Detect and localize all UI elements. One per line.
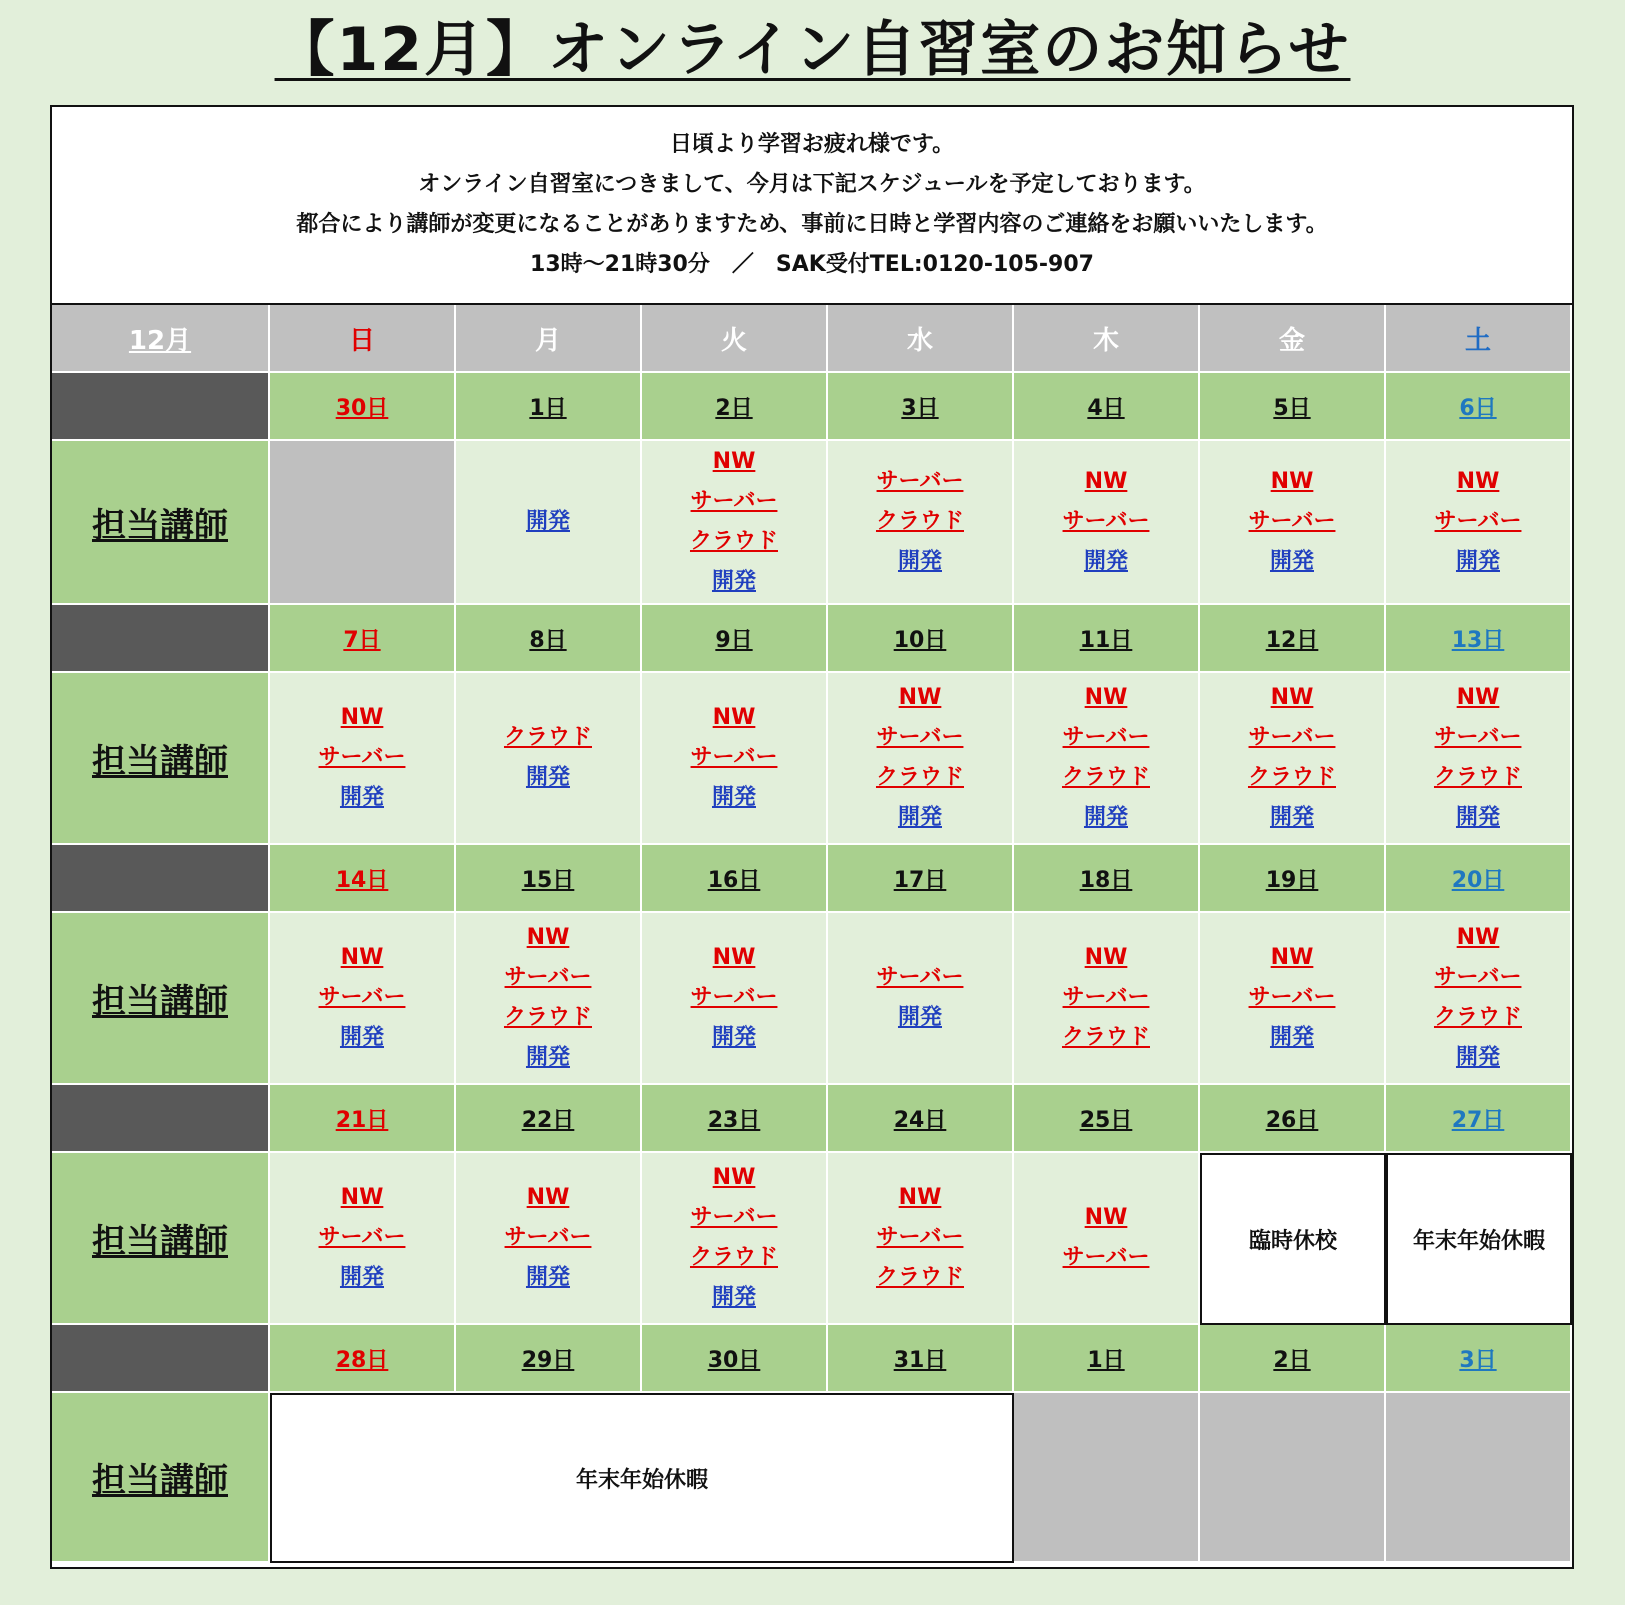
subject-tag: サーバー	[318, 1225, 406, 1250]
empty-cell	[270, 441, 456, 605]
instructor-cell	[270, 673, 456, 845]
subject-tag: NW	[712, 945, 756, 970]
empty-cell	[1200, 1393, 1386, 1563]
closure-note-cell: 年末年始休暇	[1386, 1153, 1572, 1325]
subject-tag: クラウド	[1433, 1005, 1522, 1030]
subject-tag: 開発	[1269, 805, 1314, 830]
subject-tag: クラウド	[875, 1265, 964, 1290]
subject-tag: サーバー	[1434, 965, 1522, 990]
holiday-span-cell: 年末年始休暇	[270, 1393, 1014, 1563]
subject-tag: 開発	[897, 1005, 942, 1030]
date-cell: 28日	[270, 1325, 456, 1393]
subject-tag: サーバー	[690, 489, 778, 514]
instructor-cell	[456, 441, 642, 605]
instructor-cell	[1386, 441, 1572, 605]
date-cell: 30日	[642, 1325, 828, 1393]
subject-tag: 開発	[339, 785, 384, 810]
subject-tag: 開発	[711, 1285, 756, 1310]
date-cell: 26日	[1200, 1085, 1386, 1153]
subject-tag: サーバー	[1434, 725, 1522, 750]
subject-tag: サーバー	[876, 469, 964, 494]
header-day-tue: 火	[642, 305, 828, 373]
subject-tag: NW	[526, 925, 570, 950]
subject-tag: 開発	[525, 1045, 570, 1070]
date-cell: 18日	[1014, 845, 1200, 913]
subject-tag: NW	[1456, 685, 1500, 710]
subject-tag: 開発	[897, 805, 942, 830]
notice-line-contact-request: 都合により講師が変更になることがありますため、事前に日時と学習内容のご連絡をお願いいたします。	[296, 212, 1328, 237]
date-cell: 14日	[270, 845, 456, 913]
date-cell: 3日	[828, 373, 1014, 441]
subject-tag: NW	[1456, 925, 1500, 950]
date-cell: 25日	[1014, 1085, 1200, 1153]
instructor-cell	[1014, 673, 1200, 845]
date-cell: 13日	[1386, 605, 1572, 673]
subject-tag: 開発	[1083, 549, 1128, 574]
subject-tag: クラウド	[875, 509, 964, 534]
instructor-cell	[270, 1153, 456, 1325]
subject-tag: サーバー	[1062, 985, 1150, 1010]
row-label-instructor: 担当講師	[52, 1393, 270, 1563]
header-month: 12月	[52, 305, 270, 373]
date-cell: 21日	[270, 1085, 456, 1153]
subject-tag: NW	[898, 685, 942, 710]
subject-tag: 開発	[525, 1265, 570, 1290]
date-cell: 19日	[1200, 845, 1386, 913]
subject-tag: NW	[340, 945, 384, 970]
date-cell: 9日	[642, 605, 828, 673]
subject-tag: 開発	[1269, 549, 1314, 574]
date-cell: 17日	[828, 845, 1014, 913]
instructor-cell	[642, 913, 828, 1085]
instructor-cell	[828, 441, 1014, 605]
row-label-instructor: 担当講師	[52, 913, 270, 1085]
instructor-cell	[456, 673, 642, 845]
date-cell: 22日	[456, 1085, 642, 1153]
notice-line-hours-tel: 13時～21時30分 ／ SAK受付TEL:0120-105-907	[530, 252, 1094, 277]
instructor-cell	[1200, 913, 1386, 1085]
subject-tag: サーバー	[876, 965, 964, 990]
header-day-sun: 日	[270, 305, 456, 373]
date-cell: 29日	[456, 1325, 642, 1393]
date-cell: 7日	[270, 605, 456, 673]
header-day-sat: 土	[1386, 305, 1572, 373]
date-cell: 31日	[828, 1325, 1014, 1393]
subject-tag: サーバー	[876, 1225, 964, 1250]
subject-tag: クラウド	[689, 529, 778, 554]
instructor-cell	[1014, 913, 1200, 1085]
subject-tag: 開発	[525, 765, 570, 790]
date-cell: 20日	[1386, 845, 1572, 913]
instructor-cell	[642, 441, 828, 605]
subject-tag: NW	[1084, 1205, 1128, 1230]
instructor-cell	[828, 673, 1014, 845]
subject-tag: サーバー	[318, 985, 406, 1010]
subject-tag: 開発	[1083, 805, 1128, 830]
subject-tag: サーバー	[1434, 509, 1522, 534]
instructor-cell	[642, 1153, 828, 1325]
instructor-cell	[270, 913, 456, 1085]
subject-tag: NW	[1084, 685, 1128, 710]
subject-tag: サーバー	[1248, 725, 1336, 750]
instructor-cell	[1386, 673, 1572, 845]
subject-tag: サーバー	[1248, 509, 1336, 534]
week-spacer	[52, 373, 270, 441]
schedule-frame	[50, 105, 1574, 1569]
subject-tag: クラウド	[503, 725, 592, 750]
subject-tag: NW	[1270, 945, 1314, 970]
subject-tag: 開発	[1455, 549, 1500, 574]
subject-tag: 開発	[711, 785, 756, 810]
subject-tag: サーバー	[690, 1205, 778, 1230]
subject-tag: 開発	[525, 509, 570, 534]
subject-tag: クラウド	[1247, 765, 1336, 790]
week-spacer	[52, 1085, 270, 1153]
week-spacer	[52, 1325, 270, 1393]
header-day-wed: 水	[828, 305, 1014, 373]
subject-tag: NW	[1084, 945, 1128, 970]
instructor-cell	[1200, 441, 1386, 605]
instructor-cell	[642, 673, 828, 845]
subject-tag: サーバー	[1062, 1245, 1150, 1270]
notice-box	[52, 107, 1572, 305]
subject-tag: クラウド	[1061, 1025, 1150, 1050]
subject-tag: 開発	[339, 1025, 384, 1050]
subject-tag: NW	[1456, 469, 1500, 494]
page-title-text: 【12月】オンライン自習室のお知らせ	[274, 15, 1351, 85]
date-cell: 1日	[1014, 1325, 1200, 1393]
subject-tag: 開発	[339, 1265, 384, 1290]
header-day-thu: 木	[1014, 305, 1200, 373]
header-day-fri: 金	[1200, 305, 1386, 373]
subject-tag: 開発	[711, 569, 756, 594]
row-label-instructor: 担当講師	[52, 673, 270, 845]
date-cell: 1日	[456, 373, 642, 441]
empty-cell	[1386, 1393, 1572, 1563]
subject-tag: クラウド	[875, 765, 964, 790]
subject-tag: NW	[340, 1185, 384, 1210]
subject-tag: 開発	[897, 549, 942, 574]
instructor-cell	[828, 913, 1014, 1085]
subject-tag: サーバー	[1062, 725, 1150, 750]
date-cell: 16日	[642, 845, 828, 913]
subject-tag: サーバー	[876, 725, 964, 750]
subject-tag: サーバー	[504, 965, 592, 990]
notice-line-schedule: オンライン自習室につきまして、今月は下記スケジュールを予定しております。	[418, 172, 1206, 197]
page-title	[0, 10, 1625, 90]
row-label-instructor: 担当講師	[52, 1153, 270, 1325]
date-cell: 12日	[1200, 605, 1386, 673]
instructor-cell	[1200, 673, 1386, 845]
date-cell: 11日	[1014, 605, 1200, 673]
instructor-cell	[456, 913, 642, 1085]
calendar-grid	[52, 305, 1572, 1563]
date-cell: 24日	[828, 1085, 1014, 1153]
row-label-instructor: 担当講師	[52, 441, 270, 605]
date-cell: 6日	[1386, 373, 1572, 441]
subject-tag: 開発	[711, 1025, 756, 1050]
subject-tag: NW	[712, 449, 756, 474]
subject-tag: サーバー	[504, 1225, 592, 1250]
subject-tag: NW	[340, 705, 384, 730]
instructor-cell	[456, 1153, 642, 1325]
header-day-mon: 月	[456, 305, 642, 373]
notice-line-greeting: 日頃より学習お疲れ様です。	[669, 132, 955, 157]
date-cell: 8日	[456, 605, 642, 673]
subject-tag: NW	[712, 705, 756, 730]
subject-tag: NW	[1270, 469, 1314, 494]
date-cell: 5日	[1200, 373, 1386, 441]
subject-tag: クラウド	[503, 1005, 592, 1030]
date-cell: 2日	[1200, 1325, 1386, 1393]
subject-tag: NW	[1270, 685, 1314, 710]
subject-tag: サーバー	[318, 745, 406, 770]
date-cell: 4日	[1014, 373, 1200, 441]
subject-tag: NW	[712, 1165, 756, 1190]
empty-cell	[1014, 1393, 1200, 1563]
date-cell: 23日	[642, 1085, 828, 1153]
closure-note-cell: 臨時休校	[1200, 1153, 1386, 1325]
week-spacer	[52, 845, 270, 913]
date-cell: 2日	[642, 373, 828, 441]
date-cell: 30日	[270, 373, 456, 441]
subject-tag: NW	[1084, 469, 1128, 494]
subject-tag: サーバー	[1248, 985, 1336, 1010]
date-cell: 10日	[828, 605, 1014, 673]
instructor-cell	[1014, 1153, 1200, 1325]
instructor-cell	[828, 1153, 1014, 1325]
instructor-cell	[1014, 441, 1200, 605]
instructor-cell	[1386, 913, 1572, 1085]
subject-tag: クラウド	[1433, 765, 1522, 790]
subject-tag: サーバー	[690, 985, 778, 1010]
subject-tag: サーバー	[690, 745, 778, 770]
subject-tag: 開発	[1455, 1045, 1500, 1070]
week-spacer	[52, 605, 270, 673]
date-cell: 27日	[1386, 1085, 1572, 1153]
date-cell: 15日	[456, 845, 642, 913]
subject-tag: NW	[898, 1185, 942, 1210]
subject-tag: サーバー	[1062, 509, 1150, 534]
date-cell: 3日	[1386, 1325, 1572, 1393]
subject-tag: 開発	[1455, 805, 1500, 830]
subject-tag: NW	[526, 1185, 570, 1210]
subject-tag: クラウド	[1061, 765, 1150, 790]
subject-tag: クラウド	[689, 1245, 778, 1270]
subject-tag: 開発	[1269, 1025, 1314, 1050]
